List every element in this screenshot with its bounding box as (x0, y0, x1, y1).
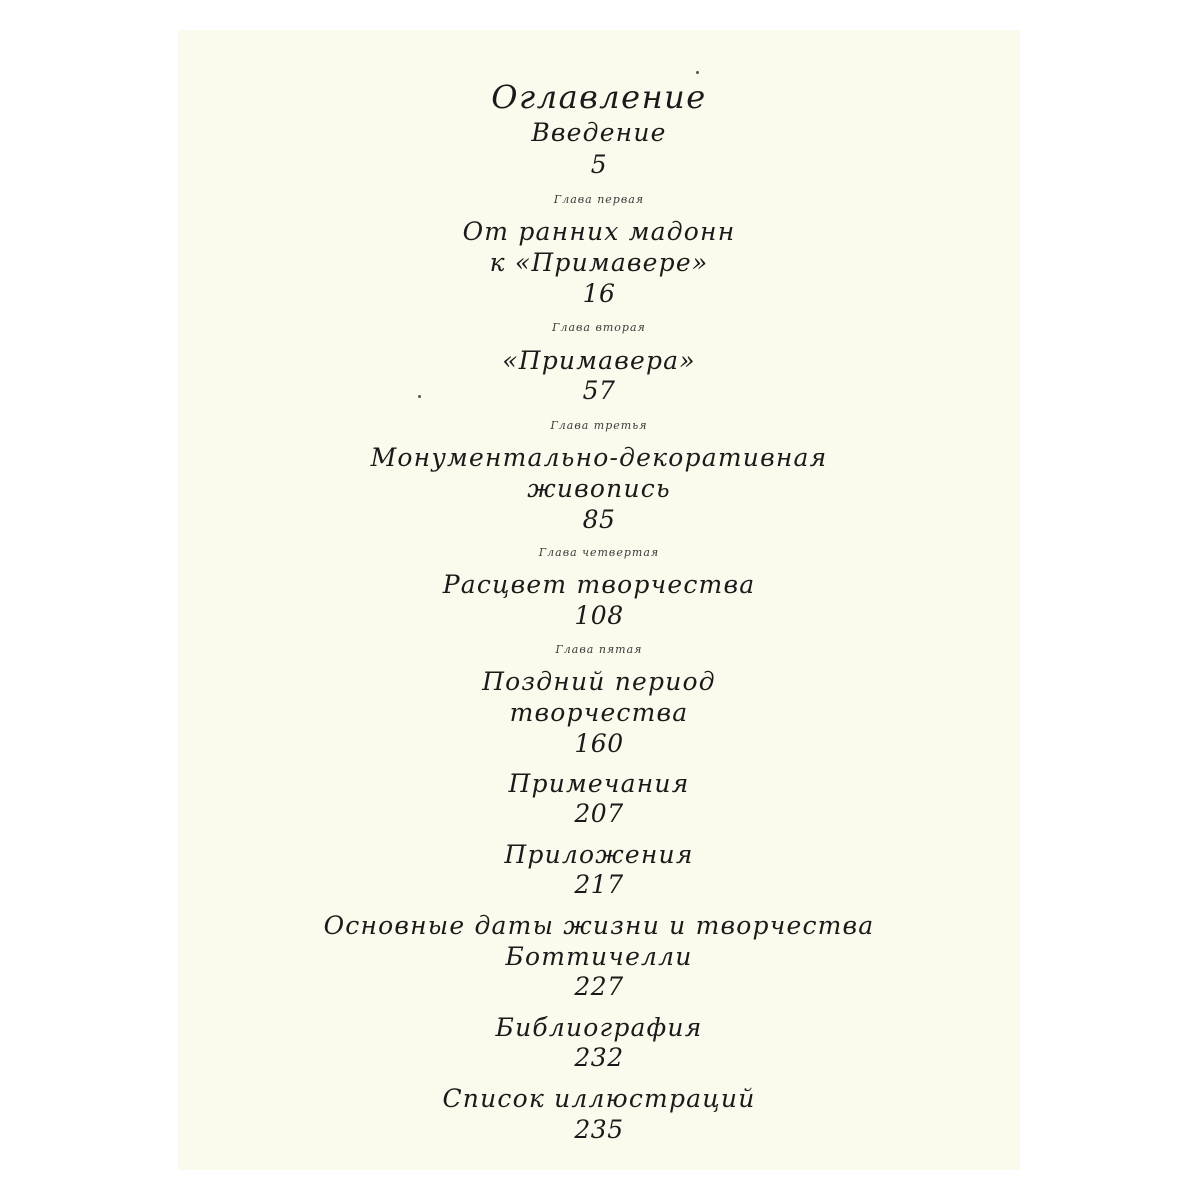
toc-entry-page: 235 (574, 1115, 624, 1144)
toc-entry-page: 227 (574, 972, 624, 1001)
toc-entry-title: Боттичелли (505, 942, 693, 971)
chapter-label: Глава пятая (555, 643, 643, 656)
chapter-label: Глава первая (553, 193, 645, 206)
toc-entry-title: Поздний период (482, 667, 716, 696)
toc-entry-title: Приложения (504, 840, 694, 869)
toc-entry-title: живопись (527, 474, 671, 503)
table-of-contents (178, 30, 1020, 1170)
toc-entry-title: Список иллюстраций (442, 1084, 756, 1113)
toc-entry-page: 160 (574, 729, 624, 758)
toc-entry-title: Расцвет творчества (442, 570, 756, 599)
toc-entry-page: 57 (582, 376, 616, 405)
toc-entry-page: 108 (574, 601, 624, 630)
toc-entry-title: Основные даты жизни и творчества (323, 911, 875, 940)
toc-entry-title: Введение (531, 118, 667, 147)
toc-entry-page: 217 (574, 870, 624, 899)
toc-entry-title: Библиография (495, 1013, 703, 1042)
toc-entry-title: Примечания (508, 769, 690, 798)
toc-entry-title: к «Примавере» (489, 248, 709, 277)
toc-entry-page: 5 (590, 150, 608, 179)
toc-entry-title: От ранних мадонн (462, 217, 736, 246)
chapter-label: Глава вторая (552, 321, 646, 334)
page-title: Оглавление (491, 78, 707, 116)
toc-entry-title: творчества (509, 698, 689, 727)
document-page (178, 30, 1020, 1170)
toc-entry-title: «Примавера» (502, 346, 696, 375)
paper-speck (418, 395, 421, 398)
toc-entry-title: Монументально-декоративная (370, 443, 828, 472)
toc-entry-page: 85 (582, 505, 616, 534)
toc-entry-page: 16 (582, 279, 616, 308)
toc-entry-page: 207 (574, 799, 624, 828)
chapter-label: Глава третья (550, 419, 648, 432)
chapter-label: Глава четвертая (538, 546, 660, 559)
toc-entry-page: 232 (574, 1043, 624, 1072)
paper-speck (696, 71, 699, 74)
